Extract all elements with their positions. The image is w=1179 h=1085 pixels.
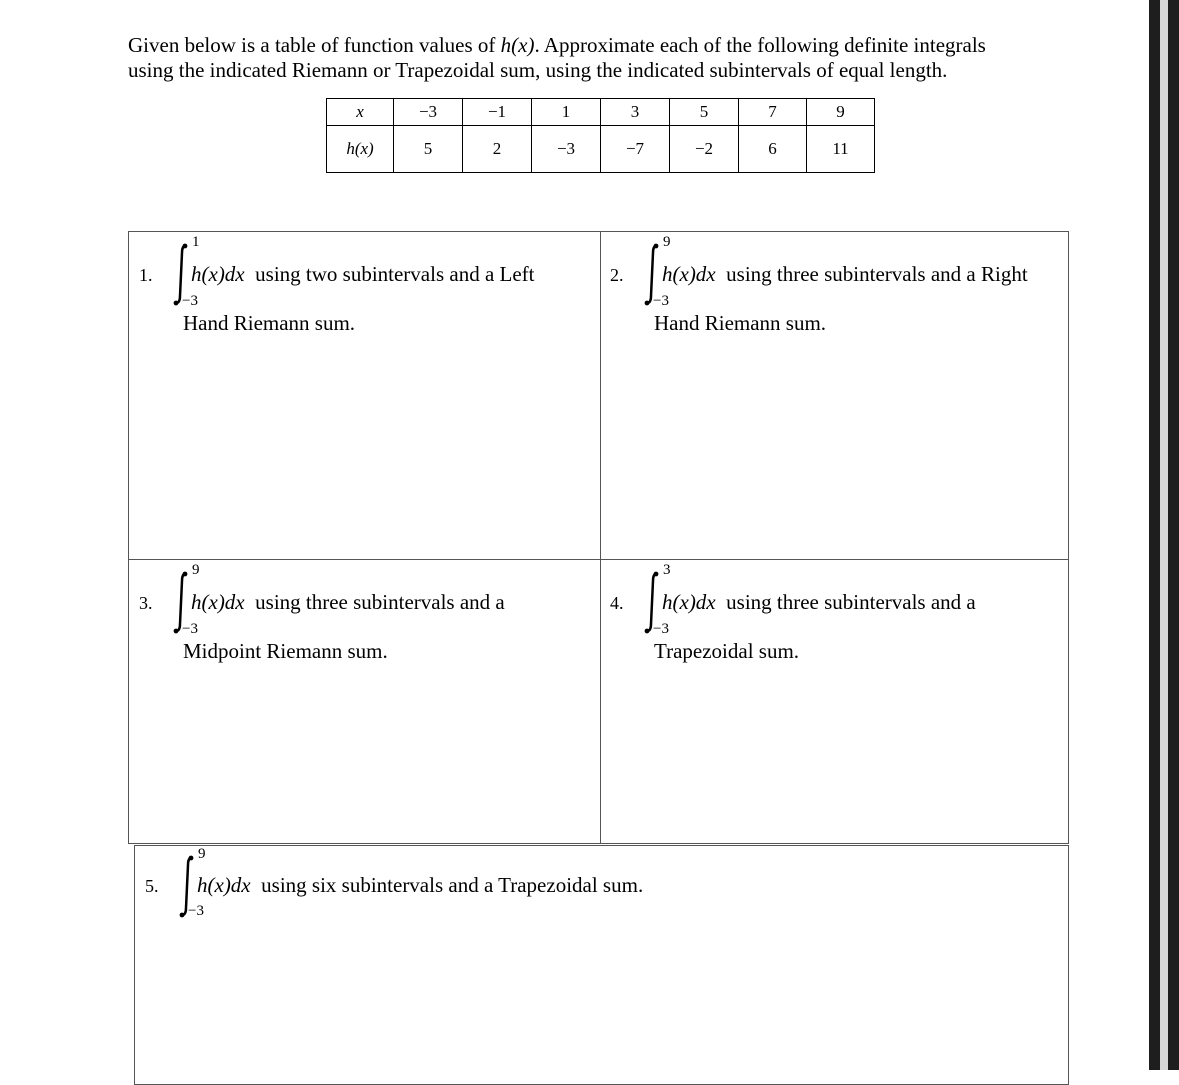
upper-limit: 3 [663,562,671,578]
x-value: 3 [601,99,670,126]
x-row [327,99,875,126]
problem-text [197,873,643,898]
integrand: h(x)dx [662,262,716,286]
x-value: 5 [670,99,739,126]
lower-limit: −3 [653,293,669,309]
upper-limit: 1 [192,234,200,250]
function-name: h(x) [500,33,535,57]
x-value: 7 [739,99,807,126]
h-value: 5 [394,126,463,173]
instructions-suffix: . Approximate each of the following definite integrals [534,33,986,57]
method: using two subintervals and a Left [255,262,535,286]
h-header: h(x) [327,126,394,173]
problem-number: 3. [139,593,153,613]
integrand: h(x)dx [191,590,245,614]
problem-number: 2. [610,265,624,285]
method-continued: Midpoint Riemann sum. [183,639,388,663]
x-header: x [327,99,394,126]
h-value: 2 [463,126,532,173]
integrand: h(x)dx [662,590,716,614]
lower-limit: −3 [182,621,198,637]
problem-number: 1. [139,265,153,285]
method: using three subintervals and a [255,590,505,614]
h-value: −7 [601,126,670,173]
function-values-table [326,98,875,173]
instructions [128,33,1128,83]
problem-text [662,590,976,615]
upper-limit: 9 [198,846,206,862]
h-value: 11 [807,126,875,173]
method: using six subintervals and a Trapezoidal sum. [261,873,644,897]
problem-number: 5. [145,876,159,896]
integrand: h(x)dx [197,873,251,897]
method-continued: Trapezoidal sum. [654,639,800,663]
scrollbar-thumb[interactable] [1160,0,1168,1070]
problem-number: 4. [610,593,624,613]
instructions-prefix: Given below is a table of function values of [128,33,501,57]
h-value: 6 [739,126,807,173]
problem-text [191,590,505,615]
problem-text [662,262,1028,287]
upper-limit: 9 [192,562,200,578]
scrollbar[interactable] [1149,0,1179,1070]
lower-limit: −3 [188,903,204,919]
integrand: h(x)dx [191,262,245,286]
instructions-line-1 [128,33,1128,58]
method-continued: Hand Riemann sum. [183,311,356,335]
x-value: 1 [532,99,601,126]
upper-limit: 9 [663,234,671,250]
lower-limit: −3 [182,293,198,309]
problem-text [191,262,535,287]
method: using three subintervals and a Right [726,262,1028,286]
x-value: 9 [807,99,875,126]
h-row [327,126,875,173]
method: using three subintervals and a [726,590,976,614]
x-value: −1 [463,99,532,126]
h-value: −3 [532,126,601,173]
method-continued: Hand Riemann sum. [654,311,827,335]
h-value: −2 [670,126,739,173]
instructions-line-2: using the indicated Riemann or Trapezoidal sum, using the indicated subintervals of equal length. [128,58,948,82]
x-value: −3 [394,99,463,126]
lower-limit: −3 [653,621,669,637]
